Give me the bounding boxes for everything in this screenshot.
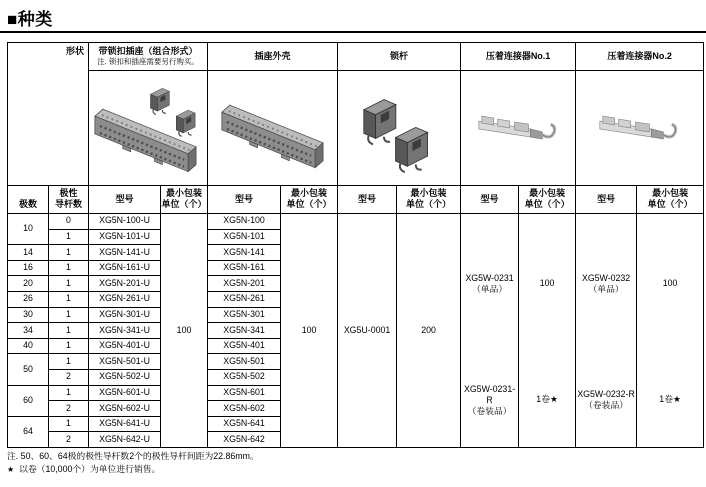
conn2-reel-min: 1卷★ [659, 394, 681, 405]
guides-cell: 1 [49, 385, 89, 401]
model-cell: XG5N-261 [208, 291, 281, 307]
col-header-lock-socket-note: 注. 锁扣和插座需要另行购买。 [97, 56, 199, 66]
conn1-single-min: 100 [539, 278, 555, 289]
col-header-housing: 插座外壳 [208, 43, 338, 71]
model-cell: XG5N-602 [208, 401, 281, 417]
subheader-model: 型号 [208, 186, 281, 214]
guides-cell: 1 [49, 245, 89, 261]
model-u-cell: XG5N-161-U [89, 260, 161, 276]
model-u-cell: XG5N-101-U [89, 229, 161, 245]
guides-cell: 1 [49, 354, 89, 370]
model-u-cell: XG5N-301-U [89, 307, 161, 323]
socket-with-lock-clips-image [89, 72, 207, 184]
note-line-1: 注. 50、60、64极的极性导杆数2个的极性导杆间距为22.86mm。 [7, 451, 259, 461]
title-rule [0, 31, 706, 33]
conn2-single-sub: （单品） [588, 284, 624, 294]
guides-cell: 1 [49, 307, 89, 323]
conn1-reel-min: 1卷★ [536, 394, 558, 405]
col-header-conn2: 压着连接器No.2 [576, 43, 704, 71]
model-cell: XG5N-341 [208, 323, 281, 339]
model-cell: XG5N-641 [208, 416, 281, 432]
subheader-min-pack: 最小包装 单位（个） [397, 186, 461, 214]
conn1-reel-model: XG5W-0231-R [463, 383, 516, 405]
conn2-reel-model: XG5W-0232-R [577, 389, 635, 399]
subheader-model: 型号 [338, 186, 397, 214]
guides-cell: 1 [49, 291, 89, 307]
conn2-models-cell [576, 214, 637, 448]
conn2-min-pack-cell [637, 214, 704, 448]
conn2-reel-sub: （卷装品） [584, 400, 629, 410]
lever-model-cell: XG5U-0001 [338, 214, 397, 448]
conn2-single-model: XG5W-0232 [581, 273, 631, 283]
guides-cell: 1 [49, 323, 89, 339]
subheader-model: 型号 [576, 186, 637, 214]
lock-levers-image-cell [338, 71, 461, 186]
model-u-cell: XG5N-341-U [89, 323, 161, 339]
star-marker: ★ [7, 465, 15, 474]
poles-cell: 26 [8, 291, 49, 307]
model-cell: XG5N-301 [208, 307, 281, 323]
col-header-lock-socket-title: 带锁扣插座（组合形式） [98, 45, 198, 56]
lever-min-pack-cell: 200 [397, 214, 461, 448]
guides-cell: 2 [49, 432, 89, 448]
conn1-min-pack-cell [519, 214, 576, 448]
model-u-cell: XG5N-201-U [89, 276, 161, 292]
crimp-terminal2-image-cell [576, 71, 704, 186]
lock-socket-min-pack-cell: 100 [161, 214, 208, 448]
footnotes [7, 450, 259, 476]
guides-cell: 1 [49, 276, 89, 292]
guides-cell: 1 [49, 260, 89, 276]
table-row [8, 214, 704, 230]
poles-cell: 10 [8, 214, 49, 245]
crimp-terminal-icon [461, 72, 575, 184]
page-title: ■种类 [7, 10, 53, 29]
col-header-conn1: 压着连接器No.1 [461, 43, 576, 71]
conn2-single-min: 100 [662, 278, 678, 289]
model-u-cell: XG5N-602-U [89, 401, 161, 417]
crimp-terminal-icon [576, 72, 703, 184]
guides-cell: 2 [49, 401, 89, 417]
socket-with-lock-clips-image-cell [89, 71, 208, 186]
subheader-min-pack: 最小包装 单位（个） [161, 186, 208, 214]
model-u-cell: XG5N-100-U [89, 214, 161, 230]
model-cell: XG5N-141 [208, 245, 281, 261]
model-cell: XG5N-502 [208, 369, 281, 385]
model-cell: XG5N-101 [208, 229, 281, 245]
table-row [8, 43, 704, 71]
model-u-cell: XG5N-502-U [89, 369, 161, 385]
model-cell: XG5N-501 [208, 354, 281, 370]
conn1-single-model: XG5W-0231 [465, 273, 514, 283]
model-cell: XG5N-161 [208, 260, 281, 276]
subheader-guides: 极性 导杆数 [49, 186, 89, 214]
poles-cell: 34 [8, 323, 49, 339]
guides-cell: 1 [49, 338, 89, 354]
subheader-model: 型号 [89, 186, 161, 214]
poles-cell: 60 [8, 385, 49, 416]
crimp-terminal1-image-cell [461, 71, 576, 186]
note-line-2: ★ 以卷（10,000个）为单位进行销售。 [7, 464, 161, 474]
guides-cell: 2 [49, 369, 89, 385]
col-header-lock-socket [89, 43, 208, 71]
col-header-lever: 锁杆 [338, 43, 461, 71]
model-cell: XG5N-100 [208, 214, 281, 230]
model-u-cell: XG5N-641-U [89, 416, 161, 432]
poles-cell: 40 [8, 338, 49, 354]
table-row [8, 71, 704, 186]
housing-min-pack-cell: 100 [281, 214, 338, 448]
guides-cell: 0 [49, 214, 89, 230]
guides-cell: 1 [49, 229, 89, 245]
model-u-cell: XG5N-261-U [89, 291, 161, 307]
conn1-models-cell [461, 214, 519, 448]
poles-cell: 16 [8, 260, 49, 276]
conn1-reel-sub: （卷装品） [467, 405, 512, 416]
model-u-cell: XG5N-141-U [89, 245, 161, 261]
model-u-cell: XG5N-601-U [89, 385, 161, 401]
socket-housing-image [208, 72, 337, 184]
model-u-cell: XG5N-401-U [89, 338, 161, 354]
model-u-cell: XG5N-642-U [89, 432, 161, 448]
table-row [8, 186, 704, 214]
socket-housing-image-cell [208, 71, 338, 186]
subheader-min-pack: 最小包装 单位（个） [637, 186, 704, 214]
poles-cell: 50 [8, 354, 49, 385]
poles-cell: 14 [8, 245, 49, 261]
model-cell: XG5N-201 [208, 276, 281, 292]
parts-table [7, 42, 704, 448]
poles-cell: 30 [8, 307, 49, 323]
lock-levers-image [338, 72, 460, 184]
model-cell: XG5N-601 [208, 385, 281, 401]
model-u-cell: XG5N-501-U [89, 354, 161, 370]
model-cell: XG5N-401 [208, 338, 281, 354]
model-cell: XG5N-642 [208, 432, 281, 448]
subheader-min-pack: 最小包装 单位（个） [281, 186, 338, 214]
subheader-poles: 极数 [8, 186, 49, 214]
poles-cell: 64 [8, 416, 49, 447]
shape-label: 形状 [8, 43, 89, 186]
guides-cell: 1 [49, 416, 89, 432]
conn1-single-sub: （单品） [471, 284, 508, 294]
poles-cell: 20 [8, 276, 49, 292]
subheader-min-pack: 最小包装 单位（个） [519, 186, 576, 214]
subheader-model: 型号 [461, 186, 519, 214]
